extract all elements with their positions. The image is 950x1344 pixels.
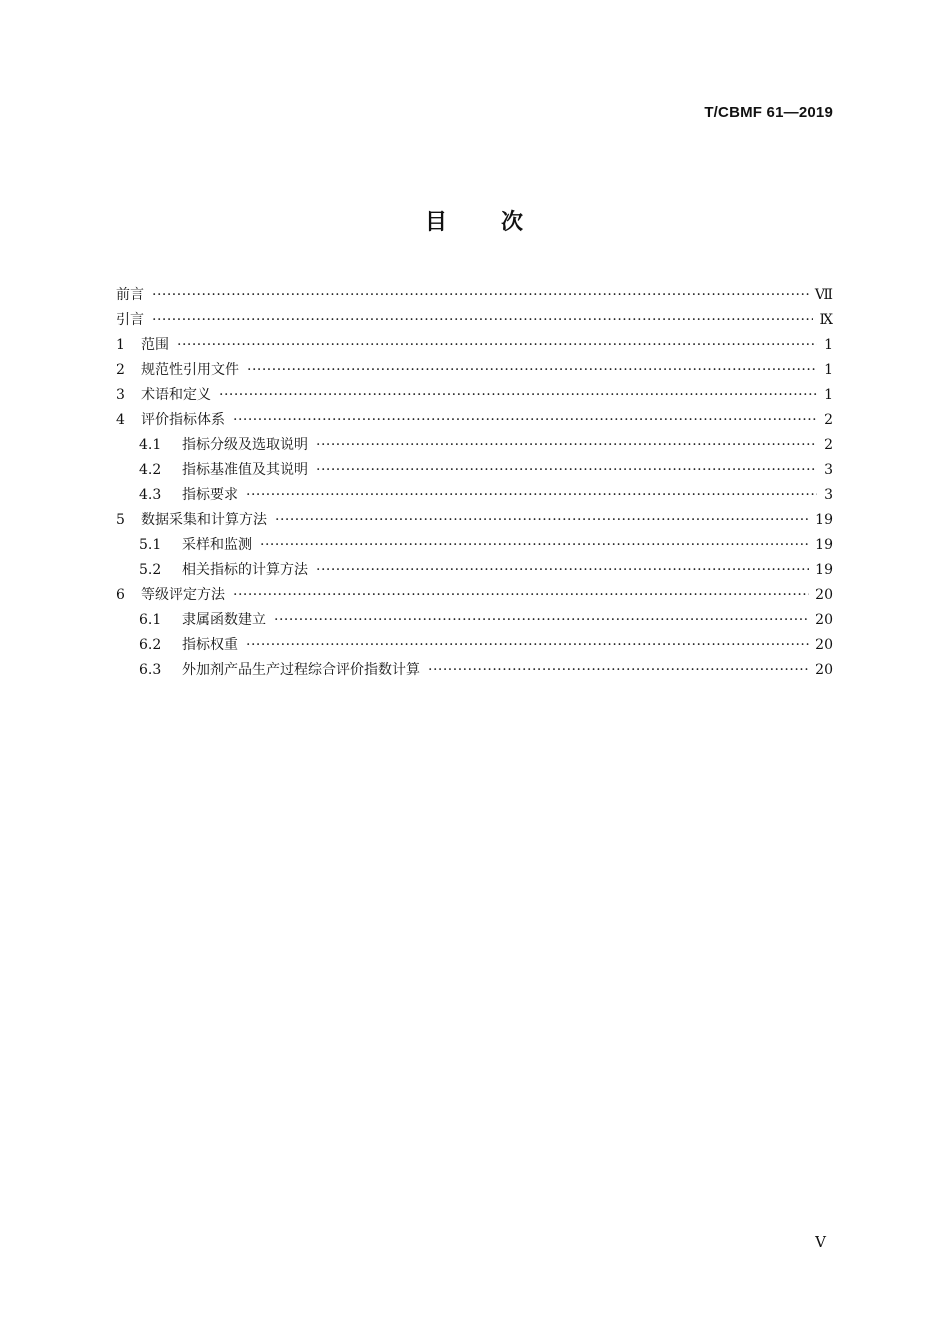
toc-dot-leader <box>152 308 813 333</box>
toc-entry-page: 20 <box>815 662 833 678</box>
toc-entry-label: 数据采集和计算方法 <box>141 512 267 528</box>
toc-entry-number: 4.2 <box>139 462 162 478</box>
toc-entry-label: 指标权重 <box>182 637 238 653</box>
toc-entry-3[interactable] <box>116 383 833 408</box>
document-code: T/CBMF 61—2019 <box>704 104 833 121</box>
toc-entry-number: 5.1 <box>139 537 162 553</box>
toc-dot-leader <box>316 558 809 583</box>
toc-entry-label: 术语和定义 <box>141 387 211 403</box>
toc-dot-leader <box>246 483 817 508</box>
toc-entry-page: 19 <box>815 537 833 553</box>
toc-dot-leader <box>152 283 809 308</box>
toc-dot-leader <box>275 508 809 533</box>
toc-entry-label: 相关指标的计算方法 <box>182 562 308 578</box>
toc-entry-label: 指标分级及选取说明 <box>182 437 308 453</box>
toc-entry-number: 5.2 <box>139 562 162 578</box>
toc-entry-page: 19 <box>815 512 833 528</box>
toc-title-part-1: 目 <box>424 210 449 235</box>
toc-entry-number: 1 <box>116 337 125 353</box>
toc-entry-number: 4.3 <box>139 487 162 503</box>
toc-entry-page: 1 <box>824 387 833 403</box>
toc-entry-6-2[interactable] <box>116 633 833 658</box>
toc-entry-1[interactable] <box>116 333 833 358</box>
toc-entry-page: Ⅶ <box>814 287 833 303</box>
toc-dot-leader <box>316 433 817 458</box>
toc-entry-number: 6.2 <box>139 637 162 653</box>
toc-entry-label: 等级评定方法 <box>141 587 225 603</box>
toc-entry-6[interactable] <box>116 583 833 608</box>
toc-title-part-2: 次 <box>501 210 526 235</box>
toc-entry-number: 6.3 <box>139 662 162 678</box>
toc-dot-leader <box>246 633 809 658</box>
toc-title <box>0 205 950 236</box>
toc-entry-page: 19 <box>815 562 833 578</box>
toc-entry-label: 引言 <box>116 312 144 328</box>
toc-entry-6-1[interactable] <box>116 608 833 633</box>
toc-dot-leader <box>233 408 817 433</box>
toc-entry-number: 6.1 <box>139 612 162 628</box>
toc-entry-number: 5 <box>116 512 125 528</box>
toc-entry-label: 指标基准值及其说明 <box>182 462 308 478</box>
toc-entry-5[interactable] <box>116 508 833 533</box>
toc-entry-page: 2 <box>824 437 833 453</box>
toc-entry-5-2[interactable] <box>116 558 833 583</box>
toc-entry-page: 1 <box>824 362 833 378</box>
toc-entry-page: 2 <box>824 412 833 428</box>
toc-entry-4[interactable] <box>116 408 833 433</box>
toc-dot-leader <box>219 383 817 408</box>
toc-entry-page: Ⅸ <box>819 312 833 328</box>
table-of-contents <box>116 283 833 683</box>
toc-entry-4-3[interactable] <box>116 483 833 508</box>
toc-entry-6-3[interactable] <box>116 658 833 683</box>
toc-entry-label: 范围 <box>141 337 169 353</box>
toc-entry-foreword[interactable] <box>116 283 833 308</box>
toc-entry-number: 3 <box>116 387 125 403</box>
toc-entry-label: 评价指标体系 <box>141 412 225 428</box>
toc-entry-number: 2 <box>116 362 125 378</box>
toc-entry-label: 隶属函数建立 <box>182 612 266 628</box>
toc-entry-page: 1 <box>824 337 833 353</box>
toc-entry-number: 4.1 <box>139 437 162 453</box>
toc-entry-label: 采样和监测 <box>182 537 252 553</box>
toc-entry-page: 3 <box>824 487 833 503</box>
page-number: Ⅴ <box>815 1233 826 1251</box>
toc-dot-leader <box>233 583 809 608</box>
toc-dot-leader <box>260 533 809 558</box>
toc-dot-leader <box>177 333 817 358</box>
toc-entry-5-1[interactable] <box>116 533 833 558</box>
toc-entry-label: 前言 <box>116 287 144 303</box>
toc-entry-2[interactable] <box>116 358 833 383</box>
toc-entry-label: 指标要求 <box>182 487 238 503</box>
toc-dot-leader <box>316 458 817 483</box>
toc-dot-leader <box>247 358 817 383</box>
toc-entry-page: 20 <box>815 612 833 628</box>
toc-entry-label: 外加剂产品生产过程综合评价指数计算 <box>182 662 420 678</box>
toc-entry-page: 3 <box>824 462 833 478</box>
toc-dot-leader <box>428 658 809 683</box>
toc-dot-leader <box>274 608 809 633</box>
toc-entry-label: 规范性引用文件 <box>141 362 239 378</box>
toc-entry-page: 20 <box>815 587 833 603</box>
toc-entry-introduction[interactable] <box>116 308 833 333</box>
toc-entry-4-2[interactable] <box>116 458 833 483</box>
toc-entry-number: 4 <box>116 412 125 428</box>
toc-entry-number: 6 <box>116 587 125 603</box>
toc-entry-4-1[interactable] <box>116 433 833 458</box>
toc-entry-page: 20 <box>815 637 833 653</box>
